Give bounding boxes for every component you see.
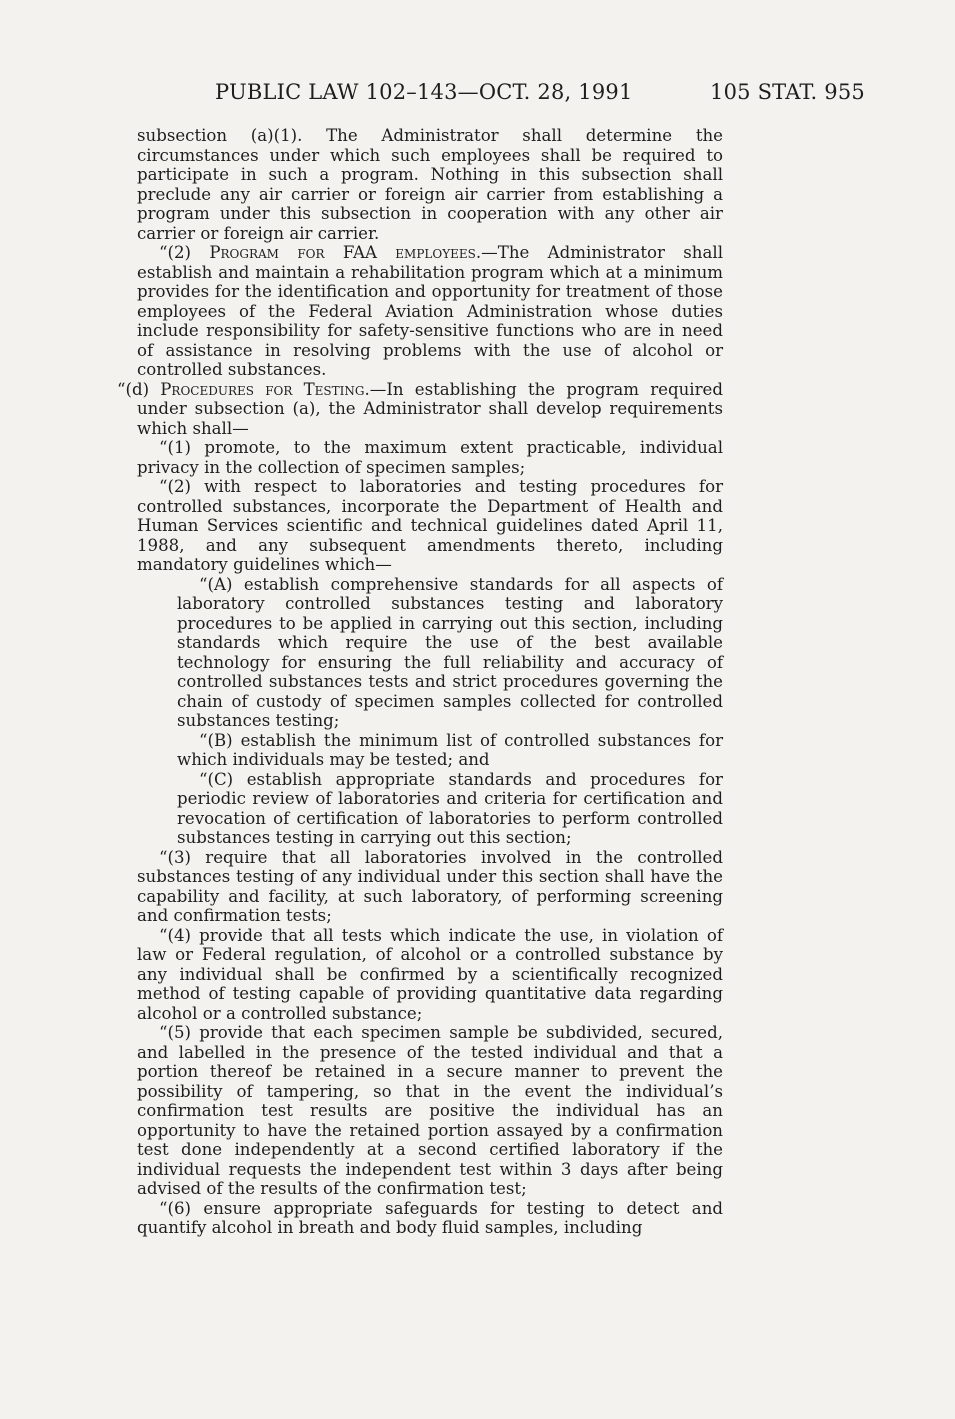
item-5: “(5) provide that each specimen sample be subdivided, secured, and labelled in the presence of the tested individual and that a portion thereof be retained in a secure manner to prevent the possibility of tampering, so that in the event the individual’s confirmation test results are positive the individual has an opportunity to have the retained portion assayed by a confirmation test done independently at a second certified laboratory if the individual requests the independent test within 3 days after being advised of the results of the confirmation test;	[137, 1023, 723, 1198]
subsection-d: “(d) Procedures for Testing.—In establishing the program required under subsection (a), the Administrator shall develop requirements which shall—	[117, 379, 723, 438]
item-6: “(6) ensure appropriate safeguards for testing to detect and quantify alcohol in breath and body fluid samples, including	[137, 1198, 723, 1237]
item-1: “(1) promote, to the maximum extent practicable, individual privacy in the collection of specimen samples;	[137, 438, 723, 477]
running-header	[215, 80, 865, 110]
item-B: “(B) establish the minimum list of controlled substances for which individuals may be tested; and	[177, 730, 723, 769]
heading-program-faa: Program for FAA employees.	[209, 243, 482, 262]
page-number: 105 STAT. 955	[710, 80, 865, 104]
item-2: “(2) with respect to laboratories and testing procedures for controlled substances, incorporate the Department of Health and Human Services scientific and technical guidelines dated April 11, 1988, and any subsequent amendments thereto, including mandatory guidelines which—	[137, 477, 723, 574]
item-3: “(3) require that all laboratories involved in the controlled substances testing of any individual under this section shall have the capability and facility, at such laboratory, of performing screening and confirmation tests;	[137, 847, 723, 925]
item-C: “(C) establish appropriate standards and procedures for periodic review of laboratories and criteria for certification and revocation of certification of laboratories to perform controlled substances testing in carrying out this section;	[177, 769, 723, 847]
statute-text	[117, 126, 723, 1238]
paragraph-continuation: subsection (a)(1). The Administrator shall determine the circumstances under which such employees shall be required to participate in such a program. Nothing in this subsection shall preclude any air carrier or foreign air carrier from establishing a program under this subsection in cooperation with any other air carrier or foreign air carrier.	[137, 126, 723, 243]
law-citation: PUBLIC LAW 102–143—OCT. 28, 1991	[215, 80, 633, 104]
item-4: “(4) provide that all tests which indicate the use, in violation of law or Federal regulation, of alcohol or a controlled substance by any individual shall be confirmed by a scientifically recognized method of testing capable of providing quantitative data regarding alcohol or a controlled substance;	[137, 925, 723, 1023]
paragraph-c2: “(2) Program for FAA employees.—The Administrator shall establish and maintain a rehabilitation program which at a minimum provides for the identification and opportunity for treatment of those employees of the Federal Aviation Administration whose duties include responsibility for safety-sensitive functions who are in need of assistance in resolving problems with the use of alcohol or controlled substances.	[137, 243, 723, 379]
heading-procedures-testing: Procedures for Testing.	[160, 379, 370, 399]
item-A: “(A) establish comprehensive standards for all aspects of laboratory controlled substances testing and laboratory procedures to be applied in carrying out this section, including standards which require the use of the best available technology for ensuring the full reliability and accuracy of controlled substances tests and strict procedures governing the chain of custody of specimen samples collected for controlled substances testing;	[177, 574, 723, 730]
